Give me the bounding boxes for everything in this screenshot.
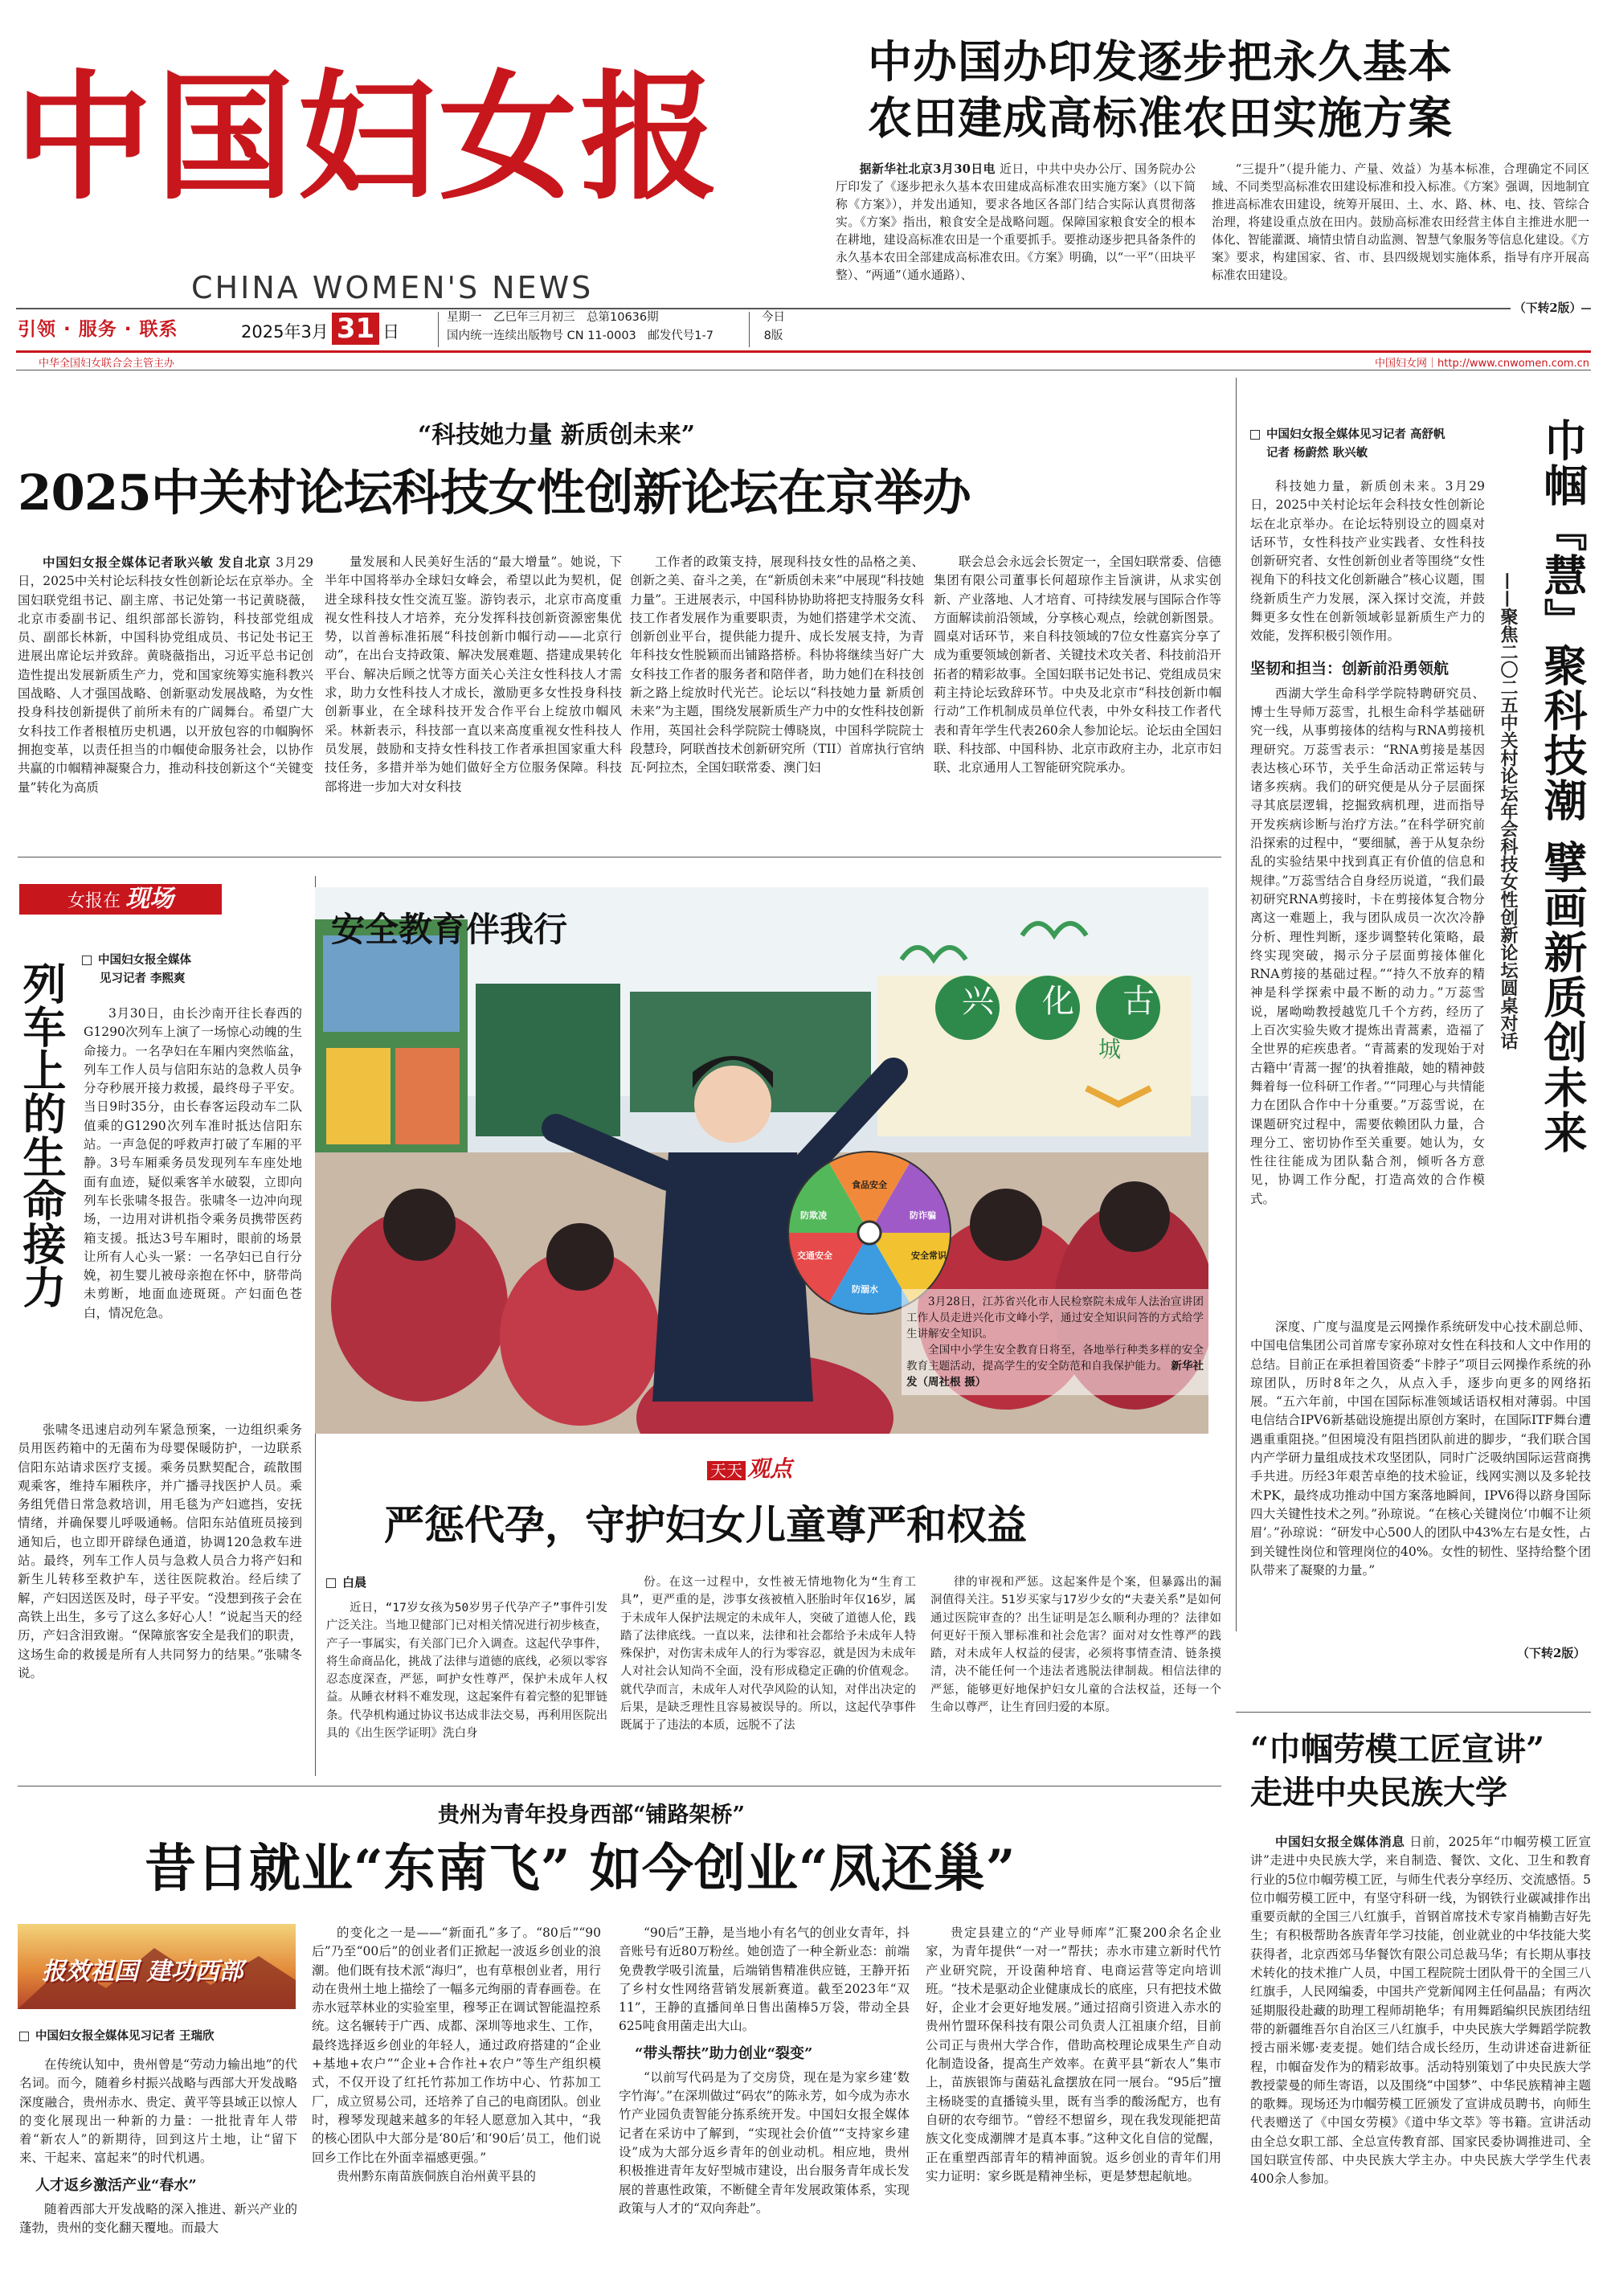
lecture-body <box>1250 1832 1591 2289</box>
right-byline-2: 记者 杨蔚然 耿兴敏 <box>1266 447 1368 460</box>
opinion-col3 <box>930 1574 1221 1779</box>
site-info[interactable]: 中国妇女网｜http://www.cnwomen.com.cn <box>1375 358 1589 370</box>
forum-text1: 3月29日，2025中关村论坛科技女性创新论坛在京举办。全国妇联党组书记、副主席、书记处第一书记黄晓薇，北京市委副书记、组织部部长游钧，科技部党组成员、副部长林新，中国科协党组成员、书记处书记王进展出席论坛并致辞。黄晓薇指出，习近平总书记创造性提出发展新质生产力，党和国家统筹实施科教兴国战略、人才强国战略、创新驱动发展战略，为女性投身科技创新提供了前所未有的广阔舞台。希望广大女科技工作者根植历史机遇，以开放包容的巾帼胸怀拥抱变革，以责任担当的巾帼使命服务社会，以协作共赢的巾帼精神凝聚合力，推动科技创新这个“关键变量”转化为高质 <box>18 555 313 795</box>
caption-line-2-wrap <box>906 1342 1204 1390</box>
lecture-headline-2: 走进中央民族大学 <box>1250 1774 1507 1811</box>
right-headline: 巾帼『慧』聚科技潮 擘画新质创未来 <box>1537 418 1589 1155</box>
forum-col2 <box>325 553 622 842</box>
section-label-opinion <box>707 1451 792 1484</box>
cn-number: 国内统一连续出版物号 CN 11-0003 <box>447 329 636 342</box>
wheel-label-3: 交通安全 <box>797 1250 832 1261</box>
right-body-wide <box>1250 1318 1591 1660</box>
opinion-text1: 近日，“17岁女孩为50岁男子代孕产子”事件引发广泛关注。当地卫健部门已对相关情况进行初步核查，产子一事属实，有关部门已介入调查。这起代孕事件，将生命商品化，挑战了法律与道德的底线，必须以零容忍态度深查，严惩，呵护女性尊严，保护未成年人权益。从睡衣材料不难发现，这起案件有着完整的犯罪链条。代孕机构通过协议书达成非法交易，再利用医院出具的《出生医学证明》洗白身 <box>326 1602 607 1741</box>
top-headline-line1: 中办国办印发逐步把永久基本 <box>868 35 1454 88</box>
byline-marker-icon <box>19 2032 29 2041</box>
forum-col3 <box>630 553 924 842</box>
guizhou-text4: 贵定县建立的“产业导师库”汇聚200余名企业家，为青年提供“一对一”帮扶；赤水市建立新时代竹产业研究院，开设菌种培育、电商运营等定向培训班。“技术是驱动企业健康成长的底座，只有把技术做好，企业才会更好地发展。”通过招商引资进入赤水的贵州竹盟环保科技有限公司负责人江祖康介绍，目前公司正与贵州大学合作，借助高校理论成果生产自动化制造设备，提高生产效率。在黄平县“新农人”集市上，苗族银饰与菌菇礼盒摆放在同一展台。“95后”擅主杨晓雯的直播镜头里，既有当季的酸汤配方，也有自研的农夸细节。“曾经不想留乡，现在我发现能把苗族文化变成潮牌才是真本事。”这种文化自信的觉醒，正在重塑西部青年的精神面貌。返乡创业的青年们用实力证明：家乡既是精神坐标，更是梦想起航地。 <box>926 1926 1221 2183</box>
right-byline <box>1250 426 1445 463</box>
opinion-label-em: 观点 <box>747 1455 793 1482</box>
right-byline-1: 中国妇女报全媒体见习记者 高舒帆 <box>1266 428 1445 441</box>
opinion-headline: 严惩代孕，守护妇女儿童尊严和权益 <box>384 1501 1027 1549</box>
wheel-label-6: 防诈骗 <box>910 1210 936 1221</box>
wheel-label-1: 安全常识 <box>911 1250 947 1261</box>
guizhou-kicker: 贵州为青年投身西部“铺路架桥” <box>438 1803 746 1827</box>
sponsor: 中华全国妇女联合会主管主办 <box>39 358 175 370</box>
train-byline-2: 见习记者 李熙爽 <box>100 972 186 985</box>
byline-marker-icon <box>326 1578 336 1588</box>
train-text2: 张啸冬迅速启动列车紧急预案，一边组织乘务员用医药箱中的无菌布为母婴保暖防护，一边联系信阳东站请求医疗支援。乘务员默契配合，疏散围观乘客，维持车厢秩序，并广播寻找医护人员。乘务组凭借日常急救培训，用毛毯为产妇遮挡，安抚情绪，并确保婴儿呼吸通畅。信阳东站值班员接到通知后，也立即开辟绿色通道，协调120急救车进站。最终，列车工作人员与急救人员合力将产妇和新生儿转移至救护车，送往医院救治。经后续了解，产妇因送医及时，母子平安。“没想到孩子会在高铁上出生，多亏了这么多好心人！”说起当天的经历，产妇含泪致谢。“保障旅客安全是我们的职责，这场生命的救援是所有人共同努力的结果。”张啸冬说。 <box>18 1422 302 1680</box>
guizhou-text3b: “以前写代码是为了交房贷，现在是为家乡建‘数字竹海’。”在深圳做过“码农”的陈永芳，如今成为赤水竹产业园负责智能分拣系统开发。中国妇女报全媒体记者在采访中了解到，“实现社会价值”“支持家乡建设”成为大部分返乡青年的创业动机。相应地，贵州积极推进青年友好型城市建设，出台服务青年成长发展的普惠性政策，不断健全青年发展政策体系，实现政策与人才的“双向奔赴”。 <box>619 2069 910 2216</box>
right-more[interactable]: （下转2版） <box>1514 1644 1585 1661</box>
guizhou-text3: “90后”王静，是当地小有名气的创业女青年，抖音账号有近80万粉丝。她创造了一种全新业态：前端免费教学吸引流量，后端销售精准供应链，王静开拓了乡村女性网络营销发展新赛道。截至2023年“双11”，王静的直播间单日售出菌棒5万袋，带动全县625吨食用菌走出大山。 <box>619 1926 910 2034</box>
guizhou-col2 <box>312 1924 601 2289</box>
top-story-col2 <box>1212 161 1589 315</box>
date-day: 31 <box>332 313 379 345</box>
photo-credit: 新华社发（周社根 摄） <box>906 1360 1204 1389</box>
caption-line-1: 3月28日，江苏省兴化市人民检察院未成年人法治宣讲团工作人员走进兴化市文峰小学，通过安全知识问答的方式给学生讲解安全知识。 <box>906 1295 1204 1340</box>
guizhou-col1 <box>19 2056 297 2289</box>
forum-col4 <box>934 553 1221 842</box>
train-byline-1: 中国妇女报全媒体 <box>98 954 191 967</box>
top-story-text1: 近日，中共中央办公厅、国务院办公厅印发了《逐步把永久基本农田建成高标准农田实施方案》（以下简称《方案》），并发出通知，要求各地区各部门结合实际认真贯彻落实。《方案》指出，粮食安全是战略问题。保障国家粮食安全的根本在耕地，建设高标准农田是一个重要抓手。要推动逐步把具备条件的永久基本农田全部建成高标准农田。《方案》明确，以“一平”（田块平整）、“两通”（通水通路）、 <box>836 162 1196 282</box>
right-subhead: 坚韧和担当：创新前沿勇领航 <box>1250 659 1450 677</box>
guizhou-byline-text: 中国妇女报全媒体见习记者 王瑞欣 <box>35 2030 215 2043</box>
wheel-label-5: 食品安全 <box>852 1180 887 1190</box>
right-subtitle: ——聚焦二〇二五中关村论坛年会科技女性创新论坛圆桌对话 <box>1498 572 1519 1050</box>
opinion-label-prefix: 天天 <box>707 1461 746 1480</box>
section-label-train <box>19 884 222 915</box>
guizhou-headline: 昔日就业“东南飞” 如今创业“凤还巢” <box>145 1839 1016 1899</box>
issue-date <box>241 313 399 345</box>
guizhou-byline <box>19 2027 215 2044</box>
guizhou-col4 <box>926 1924 1221 2289</box>
masthead-english: CHINA WOMEN'S NEWS <box>191 270 594 305</box>
photo-title: 安全教育伴我行 <box>331 910 568 949</box>
train-label-em: 现场 <box>125 885 174 913</box>
opinion-col1 <box>326 1599 607 1779</box>
guizhou-subhead-1: 人才返乡激活产业“春水” <box>35 2176 197 2194</box>
lecture-headline <box>1250 1728 1544 1815</box>
right-paragraph-3: 深度、广度与温度是云网操作系统研发中心技术副总师、中国电信集团公司首席专家孙琼对女性在科技和人文中作用的总结。目前正在承担着国资委“卡脖子”项目云网操作系统的孙琼团队，历时8年之久，从点入手，逐步向更多的网络拓展。“五六年前，中国在国际标准领域话语权相对薄弱。中国电信结合IPV6新基础设施提出原创方案时，在国际ITF舞台遭遇重重阻挠。”但困境没有阻挡团队前进的脚步，“我们联合国内产学研力量组成技术攻坚团队，同时广泛吸纳国际运营商携手共进。历经3年艰苦卓绝的技术验证，线网实测以及多轮技术PK，最终成功推动中国方案落地瞬间，IPV6得以跻身国际四大关键性技术之列。”孙琼说。“在核心关键岗位‘巾帼不让须眉’。”孙琼说：“研发中心500人的团队中43%左右是女性，占到关键性岗位和管理岗位的40%。女性的韧性、坚持给整个团队带来了凝聚的力量。” <box>1250 1320 1591 1578</box>
forum-text4: 联会总会永远会长贺定一，全国妇联常委、信德集团有限公司董事长何超琼作主旨演讲，从求实创新、产业落地、人才培育、可持续发展与国际合作等方面解读前沿领域，分享核心观点，绘就创新图景。圆桌对话环节，来自科技领域的7位女性嘉宾分享了成为重要领域创新者、关键技术攻关者、科技前沿开拓者的精彩故事。全国妇联书记处书记、党组成员宋莉主持论坛致辞环节。中央及北京市“科技创新巾帼行动”工作机制成员单位代表，中外女科技工作者代表和青年学生代表260余人参加论坛。论坛由全国妇联、科技部、中国科协、北京市政府主办，北京市妇联、北京通用人工智能研究院承办。 <box>934 555 1221 776</box>
train-headline-text: 列车上的生命接力 <box>16 961 67 1308</box>
lunar-date: 乙巳年三月初三 <box>493 311 575 324</box>
page-count <box>762 309 785 346</box>
postal-code: 邮发代号1-7 <box>648 329 714 342</box>
guizhou-text1: 在传统认知中，贵州曾是“劳动力输出地”的代名词。而今，随着乡村振兴战略与西部大开发战略深度融合，贵州赤水、贵定、黄平等县域正以惊人的变化展现出一种新的力量：一批批青年人带着“新农人”的新期待，回到这片土地，让“留下来、干起来、富起来”的时代机遇。 <box>19 2057 297 2166</box>
top-story-headline <box>868 34 1453 146</box>
opinion-byline-text: 白晨 <box>342 1575 367 1590</box>
weekday: 星期一 <box>447 311 482 324</box>
lecture-byline: 中国妇女报全媒体消息 <box>1275 1834 1405 1849</box>
guizhou-text1b: 随着西部大开发战略的深入推进、新兴产业的蓬勃，贵州的变化翻天覆地。而最大 <box>19 2201 297 2236</box>
forum-headline: 2025中关村论坛科技女性创新论坛在京举办 <box>18 465 971 522</box>
board-char-2: 化 <box>1042 983 1074 1020</box>
opinion-text3: 律的审视和严惩。这起案件是个案，但暴露出的漏洞值得关注。51岁买家与17岁少女的“夫妻关系”是如何通过医院审查的？出生证明是怎么顺利办理的？法律如何更好干预入罪标准和社会危害？面对对女性尊严的践踏，对未成年人权益的侵害，必须将事情查清、链条摸清，决不能任何一个违法者逃脱法律制裁。相信法律的严惩，能够更好地保护妇女儿童的合法权益，还每一个生命以尊严，让生育回归爱的本原。 <box>930 1576 1221 1715</box>
train-col2 <box>18 1421 302 1768</box>
photo-safety-education <box>315 887 1208 1434</box>
top-story-col1 <box>836 161 1196 315</box>
guizhou-subhead-2: “带头帮扶”助力创业“裂变” <box>635 2044 813 2062</box>
photo-caption <box>902 1289 1208 1395</box>
train-byline <box>82 952 191 988</box>
motto: 引领 · 服务 · 联系 <box>18 319 178 340</box>
top-story-more[interactable]: （下转2版） <box>1511 299 1581 316</box>
date-prefix: 2025年3月 <box>241 322 329 342</box>
top-headline-line2: 农田建成高标准农田实施方案 <box>868 92 1454 144</box>
forum-byline: 中国妇女报全媒体记者耿兴敏 发自北京 <box>43 555 272 570</box>
guizhou-col3 <box>619 1924 910 2289</box>
date-suffix: 日 <box>382 322 400 342</box>
board-char-4: 城 <box>1098 1036 1122 1062</box>
guizhou-text2: 的变化之一是——“新面孔”多了。“80后”“90后”乃至“00后”的创业者们正掀起一波返乡创业的浪潮。他们既有技术派“海归”，也有草根创业者，用行动在贵州土地上描绘了一幅多元绚丽的青春画卷。在赤水冠萃林业的实验室里，穆琴正在调试智能温控系统。这名辗转于广西、成都、深圳等地求生、工作，最终选择返乡创业的年轻人，通过政府搭建的“企业+基地+农户”“企业+合作社+农户”等生产组织模式，不仅开设了红托竹荪加工作坊中心、竹荪加工厂，成立贸易公司，还培养了自己的电商团队。创业时，穆琴发现越来越多的年轻人愿意加入其中，“我的核心团队中大部分是‘80后’和‘90后’员工，他们说回乡工作比在外面幸福感更强。” <box>312 1926 601 2165</box>
board-char-3: 古 <box>1122 983 1155 1020</box>
forum-col1 <box>18 553 313 842</box>
dateline: 据新华社北京3月30日电 <box>859 162 996 176</box>
lecture-headline-1: “巾帼劳模工匠宣讲” <box>1250 1730 1545 1768</box>
issue-info <box>447 309 714 346</box>
today-label: 今日 <box>762 311 785 324</box>
right-paragraph-1: 科技她力量，新质创未来。3月29日，2025中关村论坛年会科技女性创新论坛在北京举办。在论坛特别设立的圆桌对话环节，女性科技产业实践者、女性科技创新研究者、女性创新创业者等围绕“女性视角下的科技文化创新融合”核心议题，围绕新质生产力发展，深入探讨交流，并鼓舞更多女性在创新领域彰显新质生产力的效能，发挥积极引领作用。 <box>1250 479 1485 644</box>
opinion-col2 <box>620 1574 916 1779</box>
opinion-text2: 份。在这一过程中，女性被无情地物化为“生育工具”，更严重的是，涉事女孩被植入胚胎时年仅16岁，属于未成年人保护法规定的未成年人，突破了道德人伦，践踏了法律底线。一直以来，法律和社会都给予未成年人特殊保护，对伤害未成年人的行为零容忍，就是因为未成年人对社会认知尚不全面，没有形成稳定正确的价值观念。就代孕而言，未成年人对代孕风险的认知，对伴出决定的后果，是缺乏理性且容易被误导的。所以，这起代孕事件既属于了违法的本质，远脱不了法 <box>620 1576 916 1733</box>
wheel-label-4: 防欺凌 <box>800 1210 827 1221</box>
train-headline <box>16 961 72 1411</box>
guizhou-text2b: 贵州黔东南苗族侗族自治州黄平县的 <box>337 2168 537 2183</box>
board-char-1: 兴 <box>962 983 994 1020</box>
right-paragraph-2: 西湖大学生命科学学院特聘研究员、博士生导师万蕊雪，扎根生命科学基础研究一线，从事剪接体的结构与RNA剪接机理研究。万蕊雪表示：“RNA剪接是基因表达核心环节，关乎生命活动正常运转与诸多疾病。我们的研究便是从分子层面探寻其底层逻辑，挖掘致病机理，进而指导开发疾病诊断与治疗方法。”在科学研究前沿探索的过程中，“要细腻，善于从复杂纷乱的实验结果中找到真正有价值的信息和规律。”万蕊雪结合自身经历说道，“我们最初研究RNA剪接时，卡在剪接体复合物分离这一难题上，我与团队成员一次次冷静分析、理性判断，逐步调整转化策略，最终实现突破，揭示分子层面剪接体催化RNA剪接的基础过程。”“持久不放弃的精神是科学探索中最不断的动力。”万蕊雪说，屠呦呦教授越览几千个方药，经历了上百次实验失败才提炼出青蒿素，造福了全世界的疟疾患者。“青蒿素的发现始于对古籍中‘青蒿一握’的执着推敲，她的精神鼓舞着每一位科研工作者。”“同理心与共情能力在团队合作中十分重要。”万蕊雪说，在课题研究过程中，需要依赖团队力量，合理分工、密切协作至关重要。她认为，女性往往能成为团队黏合剂，倾听各方意见，协调工作分配，打造高效的合作模式。 <box>1250 686 1485 1206</box>
guizhou-banner-text: 报效祖国 建功西部 <box>42 1958 243 1986</box>
opinion-byline <box>326 1574 366 1590</box>
site-url[interactable]: http://www.cnwomen.com.cn <box>1437 358 1589 370</box>
forum-text3: 工作者的政策支持，展现科技女性的品格之美、创新之美、奋斗之美，在“新质创未来”中展现“科技她力量”。王进展表示，中国科协协助将把支持服务女科技工作者发展作为重要职责，为她们搭建学术交流、创新创业平台，提供能力提升、成长发展支持，为青年科技女性脱颖而出铺路搭桥。科协将继续当好广大女科技工作者的服务者和陪伴者，助力她们在科技创新之路上绽放时代光芒。论坛以“科技她力量 新质创未来”为主题，围绕发展新质生产力中的女性科技创新作用，英国社会科学院院士傅晓岚，中国科学院院士段慧玲，阿联酋技术创新研究所（TII）首席执行官纳瓦·阿拉杰，全国妇联常委、澳门妇 <box>630 555 924 776</box>
lecture-text: 日前，2025年“巾帼劳模工匠宣讲”走进中央民族大学，来自制造、餐饮、文化、卫生和教育行业的5位巾帼劳模工匠，与师生代表分享经历、交流感悟。5位巾帼劳模工匠中，有坚守科研一线，为钢铁行业碳减排作出重要贡献的全国三八红旗手，首钢首席技术专家肖楠勤吉好先生；有积极帮助各族青年学习技能，创业就业的中华技能大奖获得者，北京西郊马华餐饮有限公司总裁马华；有长期从事技术转化的技术推广人员，中国工程院院士团队骨干的全国三八红旗手，人民网编委，中国共产党新闻网主任何晶晶；有两次延期服役赴藏的助理工程师胡艳华；有用舞蹈编织民族团结纽带的新疆维吾尔自治区三八红旗手，中央民族大学舞蹈学院教授古丽米娜·麦麦提。她们结合成长经历，生动讲述奋进新征程，巾帼奋发作为的精彩故事。活动特别策划了中央民族大学教授蒙曼的师生寄语，以及围绕“中国梦”、中华民族精神主题的歌舞。现场还为巾帼劳模工匠颁发了宣讲成员聘书，向师生代表赠送了《中国女劳模》《道中华文萃》等书籍。宣讲活动由全总女职工部、全总宣传教育部、国家民委协调推进司、全国妇联宣传部、中央民族大学主办。中央民族大学学生代表400余人参加。 <box>1250 1835 1591 2187</box>
site-label: 中国妇女网 <box>1375 358 1428 370</box>
forum-text2: 量发展和人民美好生活的“最大增量”。她说，下半年中国将举办全球妇女峰会，希望以此为契机，促进全球科技女性交流互鉴。游钧表示，北京市高度重视女性科技人才培养，充分发挥科技创新资源密集优势，以首善标准拓展“科技创新巾帼行动——北京行动”，在出台支持政策、解决发展难题、搭建成果转化平台、解决后顾之忧等方面关心关注女性科技人才需求，助力女性科技人才成长，激励更多女性投身科技创新事业，在全球科技开发合作平台上绽放巾帼风采。林新表示，科技部一直以来高度重视女性科技人员发展，鼓励和支持女性科技工作者承担国家重大科技任务，多措并举为她们做好全方位服务保障。科技部将进一步加大对女科技 <box>325 555 622 794</box>
train-text1: 3月30日，由长沙南开往长春西的G1290次列车上演了一场惊心动魄的生命接力。一名孕妇在车厢内突然临盆，列车工作人员与信阳东站的急救人员争分夺秒展开接力救援，最终母子平安。当日9时35分，由长春客运段动车二队值乘的G1290次列车准时抵达信阳东站。一声急促的呼救声打破了车厢的平静。3号车厢乘务员发现列车车座处地面有血迹，疑似乘客羊水破裂，立即向列车长张啸冬报告。张啸冬一边冲向现场，一边用对讲机指令乘务员携带医药箱支援。抵达3号车厢时，眼前的场景让所有人心头一紧：一名孕妇已自行分娩，初生婴儿被母亲抱在怀中，脐带尚未剪断，地面血迹斑斑。产妇面色苍白，情况危急。 <box>84 1006 302 1320</box>
wheel-label-2: 防溺水 <box>852 1284 878 1295</box>
forum-kicker: “科技她力量 新质创未来” <box>418 421 695 449</box>
pages-label: 8版 <box>763 329 783 342</box>
masthead-title: 中国妇女报 <box>14 55 722 219</box>
byline-marker-icon <box>82 956 92 965</box>
train-label-prefix: 女报在 <box>67 891 121 911</box>
issue-number: 总第10636期 <box>587 311 659 324</box>
train-col1 <box>84 1005 302 1414</box>
caption-line-2: 全国中小学生安全教育日将至，各地举行种类多样的安全教育主题活动，提高学生的安全防范和自我保护能力。 <box>906 1344 1204 1373</box>
guizhou-banner <box>18 1924 296 2009</box>
byline-marker-icon <box>1250 430 1260 440</box>
top-story-text2: “三提升”（提升能力、产量、效益）为基本标准，合理确定不同区域、不同类型高标准农田建设标准和投入标准。《方案》强调，因地制宜推进高标准农田建设，统筹开展田、土、水、路、林、电、技、管综合治理，将建设重点放在田内。鼓励高标准农田经营主体自主推进水肥一体化、智能灌溉、墒情虫情自动监测、智慧气象服务等信息化建设。《方案》要求，构建国家、省、市、县四级规划实施体系，指导有序开展高标准农田建设。 <box>1212 162 1589 282</box>
